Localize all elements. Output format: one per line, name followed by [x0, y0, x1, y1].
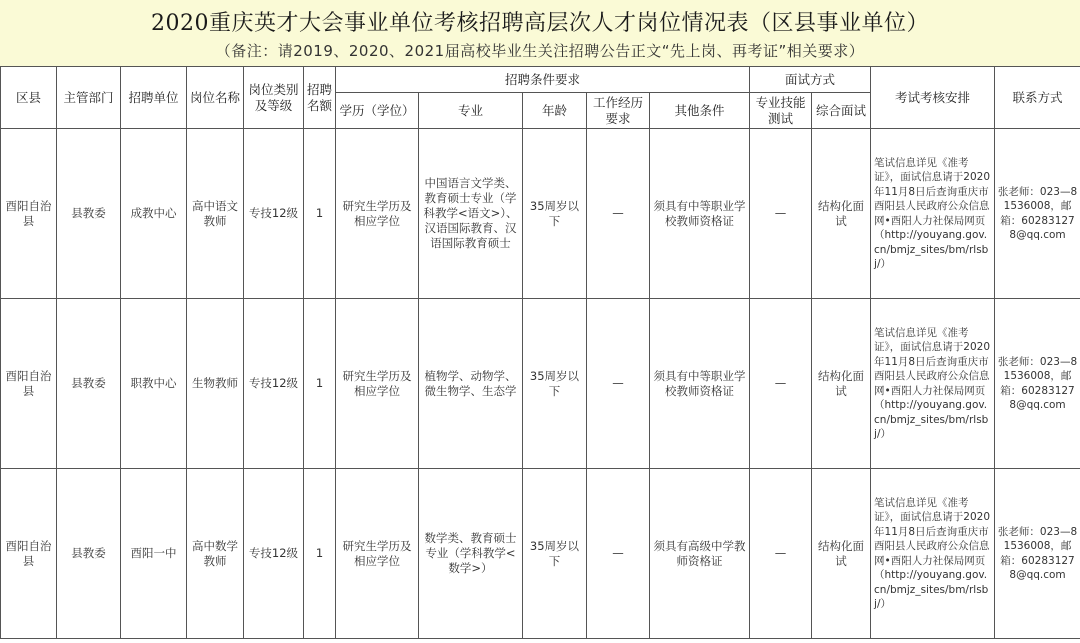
header-education: 学历（学位） — [336, 93, 419, 129]
header-age: 年龄 — [523, 93, 587, 129]
cell-experience: — — [587, 469, 650, 639]
cell-exam: 笔试信息详见《准考证》，面试信息请于2020年11月8日后查询重庆市酉阳县人民政府公众信息网•酉阳人力社保局网页（http://youyang.gov.cn/bmjz_sites/bm/rlsbj/） — [871, 299, 995, 469]
page-note: （备注：请2019、2020、2021届高校毕业生关注招聘公告正文“先上岗、再考证”相关要求） — [215, 42, 865, 60]
cell-education: 研究生学历及相应学位 — [336, 129, 419, 299]
cell-exam: 笔试信息详见《准考证》，面试信息请于2020年11月8日后查询重庆市酉阳县人民政府公众信息网•酉阳人力社保局网页（http://youyang.gov.cn/bmjz_sites/bm/rlsbj/） — [871, 129, 995, 299]
cell-contact: 张老师：023—81536008，邮箱：602831278@qq.com — [995, 129, 1080, 299]
cell-category: 专技12级 — [244, 129, 304, 299]
cell-quota: 1 — [304, 469, 336, 639]
header-contact: 联系方式 — [995, 67, 1080, 129]
cell-age: 35周岁以下 — [523, 299, 587, 469]
cell-education: 研究生学历及相应学位 — [336, 469, 419, 639]
cell-other: 须具有高级中学教师资格证 — [650, 469, 750, 639]
cell-dept: 县教委 — [57, 299, 121, 469]
cell-position: 高中数学教师 — [187, 469, 244, 639]
cell-experience: — — [587, 299, 650, 469]
cell-dept: 县教委 — [57, 129, 121, 299]
cell-major: 数学类、教育硕士专业（学科教学<数学>） — [419, 469, 523, 639]
cell-comprehensive: 结构化面试 — [812, 469, 871, 639]
cell-position: 高中语文教师 — [187, 129, 244, 299]
cell-skill-test: — — [750, 299, 812, 469]
header-comprehensive: 综合面试 — [812, 93, 871, 129]
cell-category: 专技12级 — [244, 469, 304, 639]
cell-other: 须具有中等职业学校教师资格证 — [650, 129, 750, 299]
document-header — [0, 0, 1080, 66]
header-major: 专业 — [419, 93, 523, 129]
cell-major: 植物学、动物学、微生物学、生态学 — [419, 299, 523, 469]
cell-contact: 张老师：023—81536008，邮箱：602831278@qq.com — [995, 469, 1080, 639]
cell-skill-test: — — [750, 469, 812, 639]
cell-contact: 张老师：023—81536008，邮箱：602831278@qq.com — [995, 299, 1080, 469]
cell-exam: 笔试信息详见《准考证》，面试信息请于2020年11月8日后查询重庆市酉阳县人民政府公众信息网•酉阳人力社保局网页（http://youyang.gov.cn/bmjz_sites/bm/rlsbj/） — [871, 469, 995, 639]
cell-district: 酉阳自治县 — [1, 299, 57, 469]
cell-major: 中国语言文学类、教育硕士专业（学科教学<语文>）、汉语国际教育、汉语国际教育硕士 — [419, 129, 523, 299]
cell-comprehensive: 结构化面试 — [812, 299, 871, 469]
table-row — [1, 299, 1080, 469]
cell-age: 35周岁以下 — [523, 129, 587, 299]
cell-unit: 酉阳一中 — [121, 469, 187, 639]
header-district: 区县 — [1, 67, 57, 129]
cell-experience: — — [587, 129, 650, 299]
table-row — [1, 469, 1080, 639]
cell-dept: 县教委 — [57, 469, 121, 639]
cell-education: 研究生学历及相应学位 — [336, 299, 419, 469]
header-unit: 招聘单位 — [121, 67, 187, 129]
cell-quota: 1 — [304, 129, 336, 299]
header-requirements: 招聘条件要求 — [336, 67, 750, 93]
header-other: 其他条件 — [650, 93, 750, 129]
cell-comprehensive: 结构化面试 — [812, 129, 871, 299]
cell-unit: 成教中心 — [121, 129, 187, 299]
header-exam: 考试考核安排 — [871, 67, 995, 129]
cell-skill-test: — — [750, 129, 812, 299]
header-interview: 面试方式 — [750, 67, 871, 93]
header-category: 岗位类别及等级 — [244, 67, 304, 129]
header-quota: 招聘名额 — [304, 67, 336, 129]
cell-quota: 1 — [304, 299, 336, 469]
page-title: 2020重庆英才大会事业单位考核招聘高层次人才岗位情况表（区县事业单位） — [151, 11, 929, 36]
cell-category: 专技12级 — [244, 299, 304, 469]
cell-district: 酉阳自治县 — [1, 129, 57, 299]
cell-position: 生物教师 — [187, 299, 244, 469]
header-skill-test: 专业技能测试 — [750, 93, 812, 129]
cell-other: 须具有中等职业学校教师资格证 — [650, 299, 750, 469]
table-row — [1, 129, 1080, 299]
cell-age: 35周岁以下 — [523, 469, 587, 639]
cell-unit: 职教中心 — [121, 299, 187, 469]
header-dept: 主管部门 — [57, 67, 121, 129]
header-position: 岗位名称 — [187, 67, 244, 129]
positions-table — [0, 66, 1080, 639]
cell-district: 酉阳自治县 — [1, 469, 57, 639]
header-experience: 工作经历要求 — [587, 93, 650, 129]
